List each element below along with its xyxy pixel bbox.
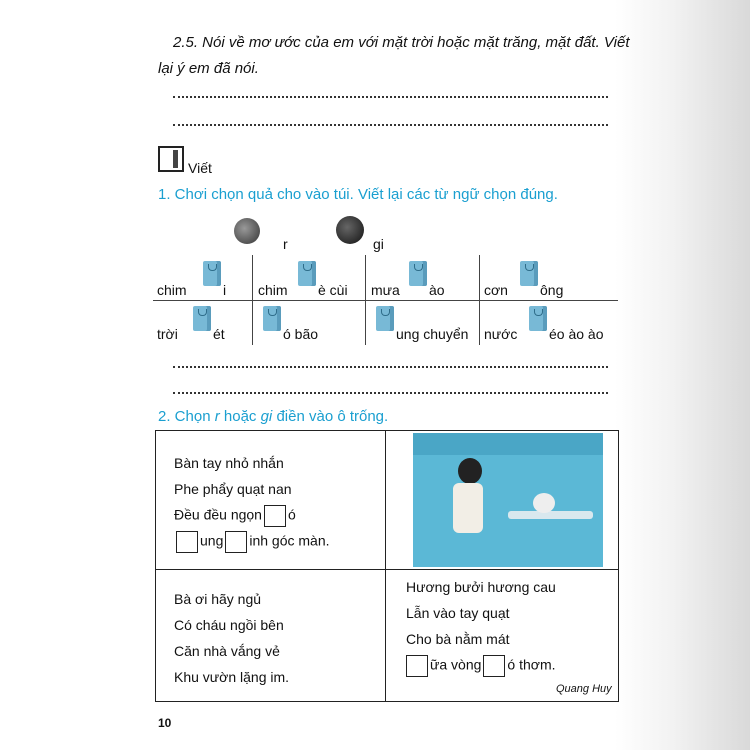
page-number: 10 xyxy=(158,716,172,730)
blank-box[interactable] xyxy=(264,505,286,527)
poem-line: ung inh góc màn. xyxy=(174,531,330,553)
poem-line: Phe phẩy quạt nan xyxy=(174,481,292,497)
task-2-5-line1: 2.5. Nói về mơ ước của em với mặt trời hoặc mặt trăng, mặt đất. Viết xyxy=(173,34,630,51)
answer-line[interactable] xyxy=(173,392,608,394)
bag-icon[interactable] xyxy=(193,306,211,331)
poem-line: Lẫn vào tay quạt xyxy=(406,605,510,621)
page-edge-shadow xyxy=(615,0,750,750)
fruit-label-gi: gi xyxy=(373,236,384,252)
section-title: Viết xyxy=(188,160,212,176)
poem-table xyxy=(155,430,619,702)
poem-line: Hương bưởi hương cau xyxy=(406,579,556,595)
answer-line[interactable] xyxy=(173,124,608,126)
poem-line: Cho bà nằm mát xyxy=(406,631,510,647)
exercise-2-title: 2. Chọn r hoặc gi điền vào ô trống. xyxy=(158,408,389,425)
bag-icon[interactable] xyxy=(376,306,394,331)
poem-line: Bà ơi hãy ngủ xyxy=(174,591,262,607)
task-2-5-line2: lại ý em đã nói. xyxy=(158,60,259,77)
bag-icon[interactable] xyxy=(263,306,281,331)
poem-author: Quang Huy xyxy=(556,683,612,695)
book-pencil-icon xyxy=(158,146,184,172)
fruit-icon xyxy=(234,218,260,244)
blank-box[interactable] xyxy=(406,655,428,677)
bag-icon[interactable] xyxy=(529,306,547,331)
poem-line: Có cháu ngồi bên xyxy=(174,617,284,633)
poem-line: ữa vòng ó thơm. xyxy=(404,655,556,677)
fruit-label-r: r xyxy=(283,236,288,252)
answer-line[interactable] xyxy=(173,366,608,368)
poem-line: Căn nhà vắng vẻ xyxy=(174,643,280,659)
exercise-1-title: 1. Chơi chọn quả cho vào túi. Viết lại các từ ngữ chọn đúng. xyxy=(158,186,558,203)
poem-line: Khu vườn lặng im. xyxy=(174,669,290,685)
bag-icon[interactable] xyxy=(203,261,221,286)
fruit-icon xyxy=(336,216,364,244)
bag-icon[interactable] xyxy=(298,261,316,286)
blank-box[interactable] xyxy=(225,531,247,553)
poem-line: Bàn tay nhỏ nhắn xyxy=(174,455,284,471)
bag-icon[interactable] xyxy=(409,261,427,286)
illustration-grandma-fan xyxy=(413,433,603,567)
blank-box[interactable] xyxy=(176,531,198,553)
poem-line: Đều đều ngọn ó xyxy=(174,505,296,527)
bag-icon[interactable] xyxy=(520,261,538,286)
word-grid: chim i chim è cùi mưa ào cơn ông trời ét ó bão ung chuyển nước éo ào ào xyxy=(153,255,618,345)
answer-line[interactable] xyxy=(173,96,608,98)
blank-box[interactable] xyxy=(483,655,505,677)
